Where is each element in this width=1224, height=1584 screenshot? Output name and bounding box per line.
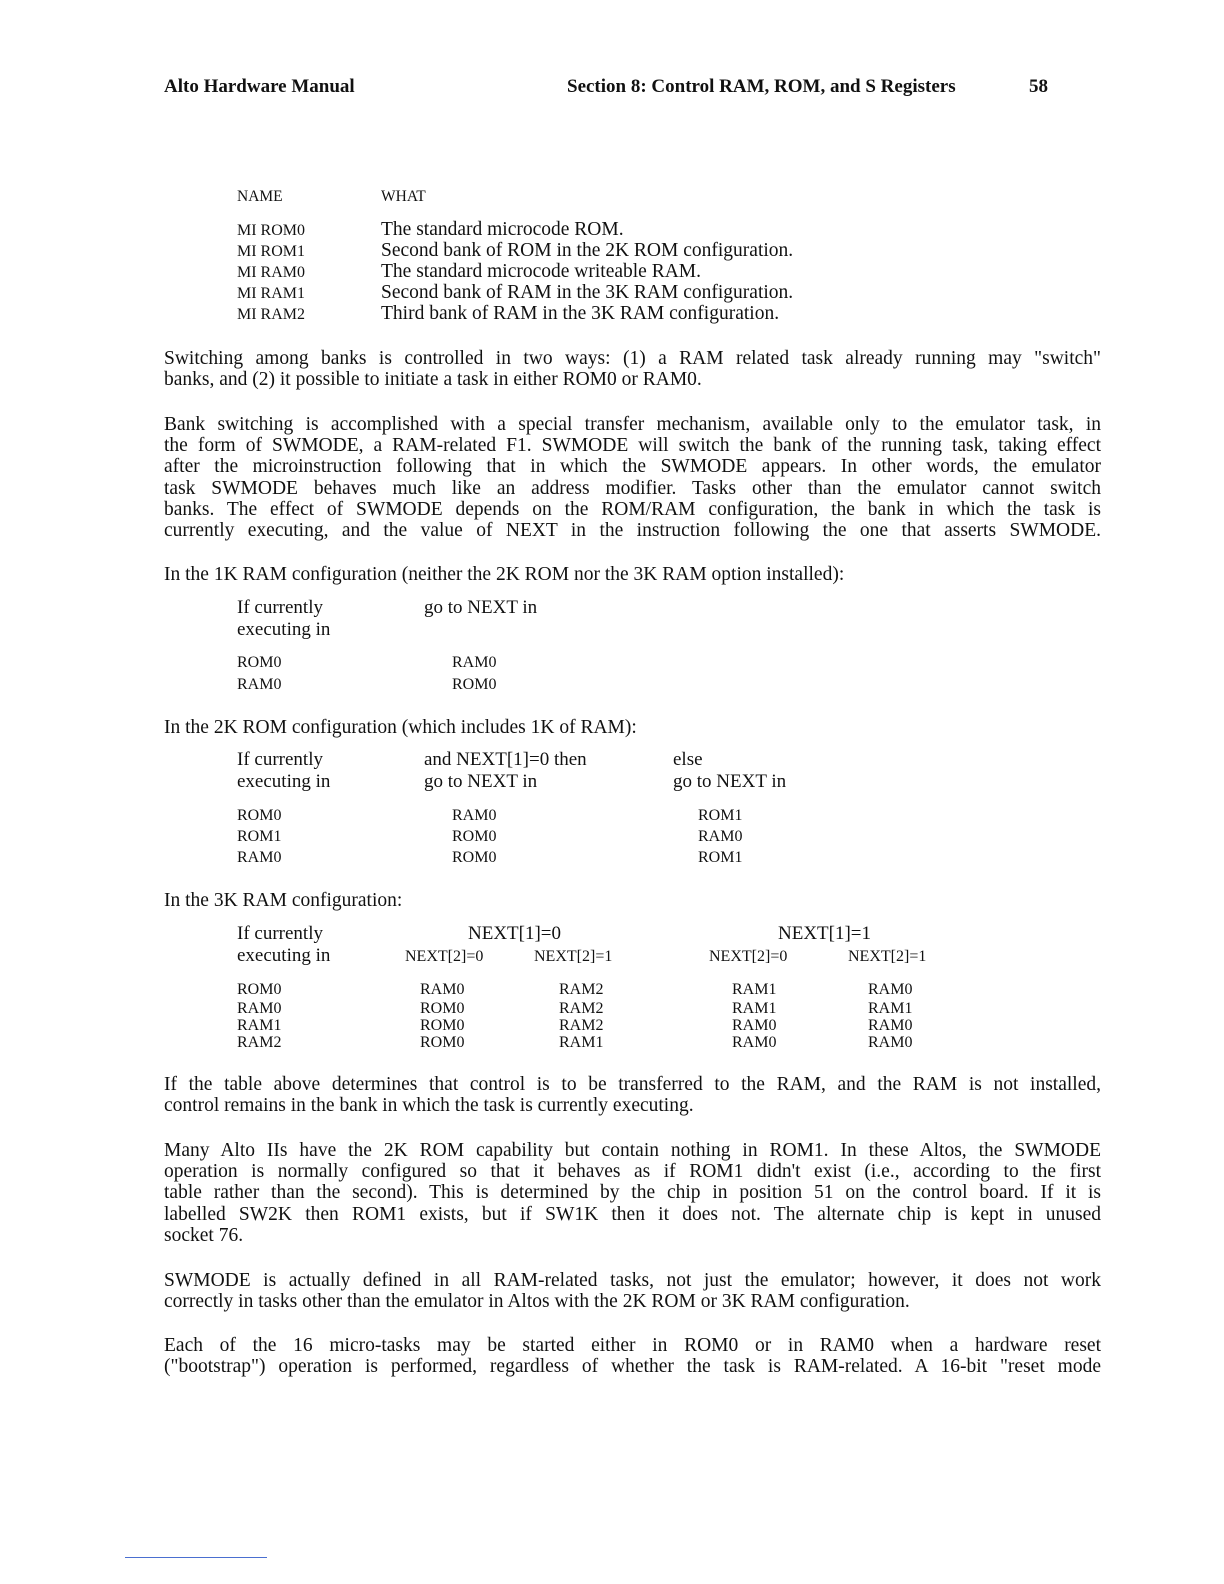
text-line: socket 76. [164,1224,244,1246]
text-line: SWMODE is actually defined in all RAM-related tasks, not just the emulator; however, it does not work [164,1270,1101,1291]
table-cell: RAM0 [868,1034,913,1051]
table-row-what: The standard microcode ROM. [381,219,624,240]
column-header-name: NAME [237,188,283,205]
table-row-name: MI RAM2 [237,306,306,323]
table-cell: RAM1 [732,981,777,998]
column-subheader: NEXT[2]=1 [534,948,613,965]
text-line: task SWMODE behaves much like an address modifier. Tasks other than the emulator cannot switch [164,477,1101,499]
table-cell: RAM1 [732,1000,777,1017]
config-1k-intro: In the 1K RAM configuration (neither the 2K ROM nor the 3K RAM option installed): [164,564,845,585]
table-cell: RAM2 [559,1017,604,1034]
page-number: 58 [1029,76,1048,97]
text-line: correctly in tasks other than the emulator in Altos with the 2K ROM or 3K RAM configuration. [164,1291,910,1313]
table-cell: RAM0 [237,1000,282,1017]
table-row-what: Second bank of ROM in the 2K ROM configuration. [381,240,794,261]
column-header: executing in [237,619,331,640]
table-cell: RAM0 [420,981,465,998]
text-line: banks, and (2) it possible to initiate a task in either ROM0 or RAM0. [164,369,702,391]
table-cell: RAM1 [559,1034,604,1051]
column-subheader: NEXT[2]=0 [709,948,788,965]
config-2k-intro: In the 2K ROM configuration (which includes 1K of RAM): [164,717,637,738]
table-cell: ROM0 [452,849,497,866]
column-subheader: NEXT[2]=0 [405,948,484,965]
column-header: executing in [237,771,331,792]
table-row-name: MI RAM0 [237,264,306,281]
table-cell: ROM0 [420,1000,465,1017]
column-header: and NEXT[1]=0 then [424,749,587,770]
column-header: go to NEXT in [424,771,538,792]
column-header: If currently [237,923,323,944]
table-cell: ROM1 [698,849,743,866]
column-group-header: NEXT[1]=0 [468,923,562,944]
text-line: labelled SW2K then ROM1 exists, but if SW1K then it does not. The alternate chip is kept in unused [164,1203,1101,1225]
text-line: ("bootstrap") operation is performed, regardless of whether the task is RAM-related. A 16-bit "reset mode [164,1356,1101,1378]
text-line: after the microinstruction following that in which the SWMODE appears. In other words, the emulator [164,456,1101,478]
table-cell: RAM1 [868,1000,913,1017]
column-subheader: NEXT[2]=1 [848,948,927,965]
table-cell: RAM0 [698,828,743,845]
column-header-what: WHAT [381,188,426,205]
paragraph-reset-mode [164,1335,1101,1377]
table-cell: RAM2 [559,981,604,998]
table-row-what: Third bank of RAM in the 3K RAM configuration. [381,303,780,324]
text-line: the form of SWMODE, a RAM-related F1. SWMODE will switch the bank of the running task, taking effect [164,435,1101,457]
column-header: else [673,749,703,770]
table-cell: ROM0 [452,676,497,693]
paragraph-alto-2k-rom [164,1140,1101,1246]
table-cell: ROM0 [452,828,497,845]
paragraph-bank-switching-ways [164,348,1101,390]
paragraph-ram-not-installed [164,1074,1101,1116]
running-header-section: Section 8: Control RAM, ROM, and S Registers [567,76,956,97]
table-cell: RAM2 [237,1034,282,1051]
table-cell: RAM0 [452,654,497,671]
table-cell: RAM0 [732,1017,777,1034]
paragraph-swmode-defined [164,1270,1101,1312]
table-cell: RAM0 [868,1017,913,1034]
table-cell: RAM0 [237,849,282,866]
text-line: Switching among banks is controlled in two ways: (1) a RAM related task already running may "switch" [164,348,1101,369]
table-cell: RAM0 [237,676,282,693]
table-cell: RAM1 [237,1017,282,1034]
table-row-what: Second bank of RAM in the 3K RAM configuration. [381,282,794,303]
text-line: Many Alto IIs have the 2K ROM capability but contain nothing in ROM1. In these Altos, the SWMODE [164,1140,1101,1161]
table-cell: ROM0 [237,981,282,998]
text-line: currently executing, and the value of NEXT in the instruction following the one that asserts SWMODE. [164,520,1101,542]
table-cell: RAM0 [452,807,497,824]
config-3k-intro: In the 3K RAM configuration: [164,890,403,911]
table-row-name: MI RAM1 [237,285,306,302]
table-cell: ROM0 [420,1034,465,1051]
column-header: If currently [237,749,323,770]
column-header: If currently [237,597,323,618]
paragraph-bank-switching-mechanism [164,414,1101,541]
table-cell: ROM0 [237,654,282,671]
table-row-name: MI ROM0 [237,222,306,239]
footnote-rule [125,1557,267,1558]
text-line: Each of the 16 micro-tasks may be started either in ROM0 or in RAM0 when a hardware reset [164,1335,1101,1356]
column-header: executing in [237,945,331,966]
text-line: table rather than the second). This is determined by the chip in position 51 on the control board. If it is [164,1182,1101,1204]
column-header: go to NEXT in [424,597,538,618]
table-cell: ROM1 [698,807,743,824]
table-cell: ROM1 [237,828,282,845]
text-line: banks. The effect of SWMODE depends on the ROM/RAM configuration, the bank in which the task is [164,498,1101,520]
text-line: Bank switching is accomplished with a special transfer mechanism, available only to the emulator task, in [164,414,1101,435]
table-cell: ROM0 [237,807,282,824]
table-row-what: The standard microcode writeable RAM. [381,261,702,282]
text-line: control remains in the bank in which the task is currently executing. [164,1095,694,1117]
table-cell: RAM0 [868,981,913,998]
running-header-title: Alto Hardware Manual [164,76,355,97]
table-cell: ROM0 [420,1017,465,1034]
text-line: If the table above determines that control is to be transferred to the RAM, and the RAM is not installed, [164,1074,1101,1095]
table-cell: RAM2 [559,1000,604,1017]
column-group-header: NEXT[1]=1 [778,923,872,944]
text-line: operation is normally configured so that it behaves as if ROM1 didn't exist (i.e., according to the first [164,1161,1101,1183]
table-cell: RAM0 [732,1034,777,1051]
table-row-name: MI ROM1 [237,243,306,260]
column-header: go to NEXT in [673,771,787,792]
